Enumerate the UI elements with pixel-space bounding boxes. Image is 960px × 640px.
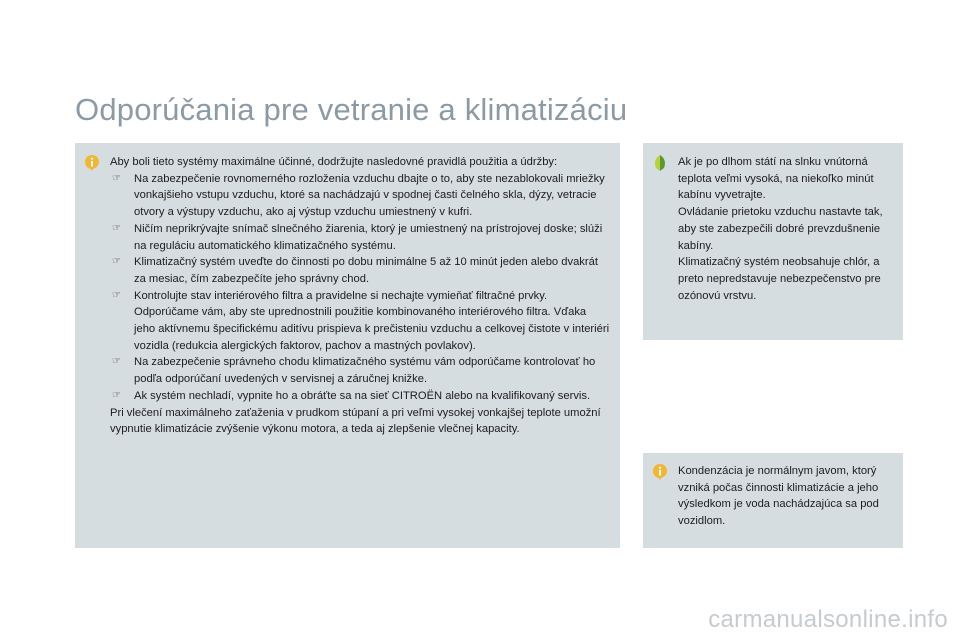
bullet-icon: ☞ <box>112 289 121 301</box>
eco-paragraph: Klimatizačný systém neobsahuje chlór, a preto nepredstavuje nebezpečenstvo pre ozónovú vrstvu. <box>678 256 881 302</box>
bullet-icon: ☞ <box>112 222 121 234</box>
main-intro: Aby boli tieto systémy maximálne účinné, dodržujte nasledovné pravidlá použitia a údržby: <box>110 156 558 168</box>
condensation-info-content <box>678 463 900 530</box>
page-title: Odporúčania pre vetranie a klimatizáciu <box>75 92 628 127</box>
eco-tip-content <box>678 154 900 304</box>
info-icon <box>652 463 668 481</box>
eco-tip-panel <box>643 143 903 340</box>
eco-leaf-icon <box>652 154 668 172</box>
main-panel-content <box>110 154 610 438</box>
eco-paragraph: Ovládanie prietoku vzduchu nastavte tak, aby ste zabezpečili dobré prevzdušnenie kabíny. <box>678 206 883 252</box>
list-item: ☞ Ničím neprikrývajte snímač slnečného žiarenia, ktorý je umiestnený na prístrojovej doske; slúži na reguláciu automatického klimatizačného systému. <box>112 222 603 252</box>
main-outro: Pri vlečení maximálneho zaťaženia v prudkom stúpaní a pri veľmi vysokej vonkajšej teplote umožní vypnutie klimatizácie zvýšenie výkonu motora, a teda aj zlepšenie vlečnej kapacity. <box>110 406 601 436</box>
info-icon <box>84 154 100 172</box>
condensation-paragraph: Kondenzácia je normálnym javom, ktorý vzniká počas činnosti klimatizácie a jeho výsledkom je voda nachádzajúca sa pod vozidlom. <box>678 465 879 528</box>
eco-paragraph: Ak je po dlhom státí na slnku vnútorná teplota veľmi vysoká, na niekoľko minút kabínu vyvetrajte. <box>678 156 874 202</box>
bullet-icon: ☞ <box>112 356 121 368</box>
bullet-icon: ☞ <box>112 256 121 268</box>
list-item: ☞ Na zabezpečenie správneho chodu klimatizačného systému vám odporúčame kontrolovať ho podľa odporúčaní uvedených v servisnej a záručnej knižke. <box>112 356 596 386</box>
watermark: carmanualsonline.info <box>708 606 948 633</box>
main-info-panel <box>75 143 620 548</box>
list-item: ☞ Ak systém nechladí, vypnite ho a obráťte sa na sieť CITROËN alebo na kvalifikovaný servis. <box>110 388 610 405</box>
list-item: ☞ Na zabezpečenie rovnomerného rozloženia vzduchu dbajte o to, aby ste nezablokovali mriežky vonkajšieho vstupu vzduchu, ktoré sa nachádzajú v spodnej časti čelného skla, dýzy, vetracie otvory a výstupy vzduchu, ako aj výstup vzduchu umiestnený v kufri. <box>112 172 605 219</box>
list-item: ☞ Kontrolujte stav interiérového filtra a pravidelne si nechajte vymieňať filtračné prvky. Odporúčame vám, aby ste uprednostnili použitie kombinovaného interiérového filtra. Vďaka jeho aktívnemu špecifickému aditívu prispieva k prečisteniu vzduchu a celkovej čistote v interiéri vozidla (redukcia alergických faktorov, pachov a mastných povlakov). <box>112 289 610 352</box>
bullet-icon: ☞ <box>112 172 121 184</box>
main-bullet-list <box>110 171 610 405</box>
list-item: ☞ Klimatizačný systém uveďte do činnosti po dobu minimálne 5 až 10 minút jeden alebo dvakrát za mesiac, čím zabezpečíte jeho správny chod. <box>112 256 598 285</box>
condensation-info-panel <box>643 453 903 548</box>
bullet-icon: ☞ <box>112 389 121 401</box>
